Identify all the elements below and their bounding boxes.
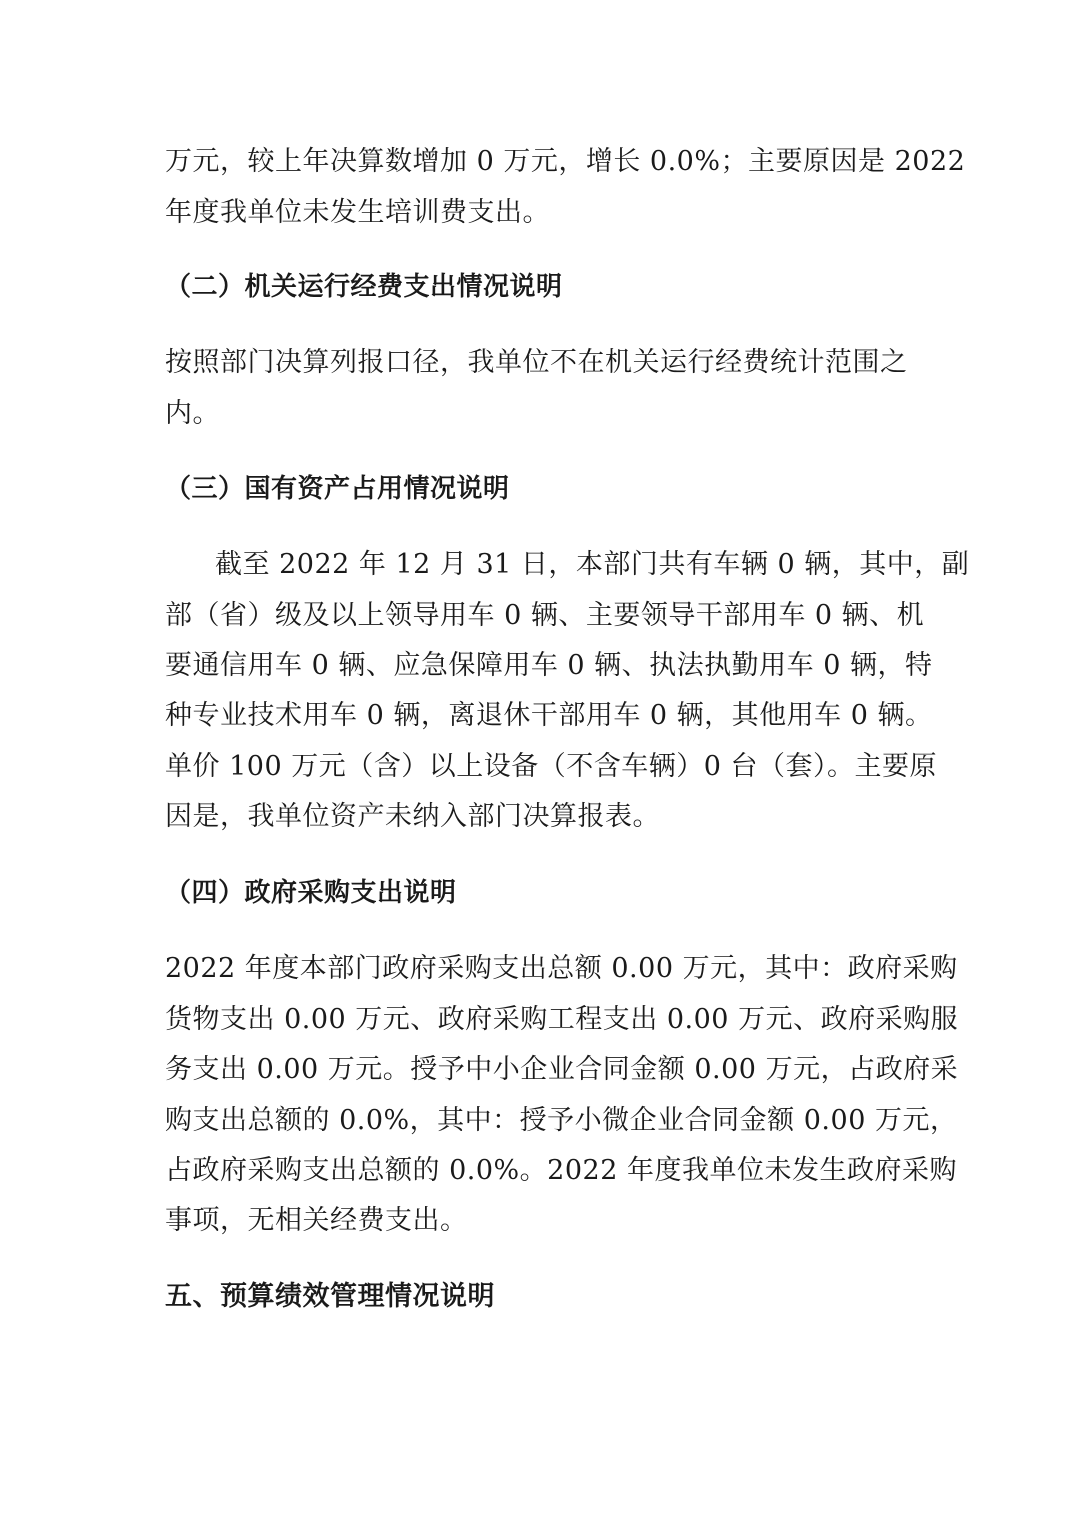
paragraph-line: 内。 xyxy=(165,398,220,429)
paragraph-line: 按照部门决算列报口径，我单位不在机关运行经费统计范围之 xyxy=(165,347,908,378)
section-heading-5: 五、预算绩效管理情况说明 xyxy=(165,1281,495,1312)
paragraph-line: 单价 100 万元（含）以上设备（不含车辆）0 台（套）。主要原 xyxy=(165,751,937,782)
paragraph-line: 货物支出 0.00 万元、政府采购工程支出 0.00 万元、政府采购服 xyxy=(165,1004,959,1035)
paragraph-line: 种专业技术用车 0 辆，离退休干部用车 0 辆，其他用车 0 辆。 xyxy=(165,700,933,731)
section-heading-2: （二）机关运行经费支出情况说明 xyxy=(165,272,563,302)
paragraph-line: 截至 2022 年 12 月 31 日，本部门共有车辆 0 辆，其中，副 xyxy=(215,549,970,580)
paragraph-line: 2022 年度本部门政府采购支出总额 0.00 万元，其中：政府采购 xyxy=(165,953,958,984)
paragraph-line: 购支出总额的 0.0%，其中：授予小微企业合同金额 0.00 万元， xyxy=(165,1105,958,1136)
section-heading-3: （三）国有资产占用情况说明 xyxy=(165,474,510,504)
paragraph-line: 事项，无相关经费支出。 xyxy=(165,1205,468,1236)
paragraph-line: 占政府采购支出总额的 0.0%。2022 年度我单位未发生政府采购 xyxy=(165,1155,957,1186)
section-heading-4: （四）政府采购支出说明 xyxy=(165,878,457,908)
paragraph-line: 要通信用车 0 辆、应急保障用车 0 辆、执法执勤用车 0 辆，特 xyxy=(165,650,933,681)
paragraph-line: 因是，我单位资产未纳入部门决算报表。 xyxy=(165,801,660,832)
paragraph-line: 万元，较上年决算数增加 0 万元，增长 0.0%；主要原因是 2022 xyxy=(165,146,966,177)
paragraph-line: 年度我单位未发生培训费支出。 xyxy=(165,197,550,228)
paragraph-line: 务支出 0.00 万元。授予中小企业合同金额 0.00 万元，占政府采 xyxy=(165,1054,959,1085)
paragraph-line: 部（省）级及以上领导用车 0 辆、主要领导干部用车 0 辆、机 xyxy=(165,600,925,631)
